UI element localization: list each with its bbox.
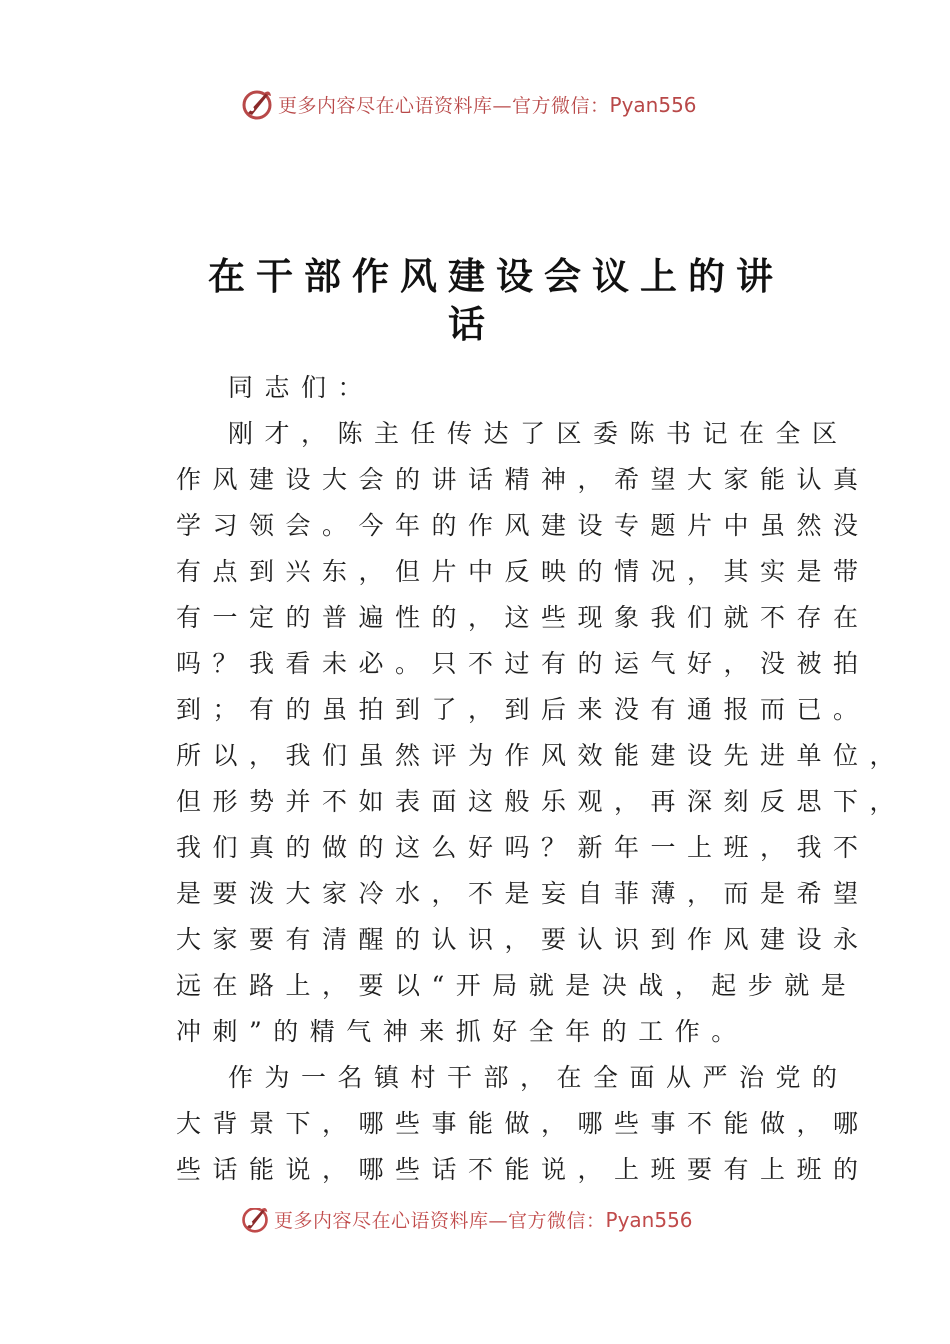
footer-banner (240, 1208, 693, 1234)
header-banner-label: 更多内容尽在心语资料库—官方微信： (278, 94, 610, 117)
body-line: 大背景下，哪些事能做，哪些事不能做，哪 (176, 1109, 870, 1138)
page-title-line-1: 在干部作风建设会议上的讲 (208, 255, 784, 298)
quill-pen-footer-logo-icon (240, 1208, 270, 1234)
footer-wechat-id: Pyan556 (605, 1208, 693, 1232)
body-line: 有一定的普遍性的，这些现象我们就不存在 (176, 603, 870, 632)
body-line: 是要泼大家冷水，不是妄自菲薄，而是希望 (176, 879, 870, 908)
quill-pen-logo-icon (240, 87, 274, 121)
salutation: 同志们： (228, 373, 375, 402)
header-banner-text (278, 91, 697, 118)
body-line: 我们真的做的这么好吗？新年一上班，我不 (176, 833, 870, 862)
body-line: 远在路上，要以“开局就是决战，起步就是 (176, 971, 858, 1000)
body-line: 作风建设大会的讲话精神，希望大家能认真 (176, 465, 870, 494)
body-line: 有点到兴东，但片中反映的情况，其实是带 (176, 557, 870, 586)
footer-banner-label: 更多内容尽在心语资料库—官方微信： (274, 1209, 606, 1232)
body-line: 些话能说，哪些话不能说，上班要有上班的 (176, 1155, 870, 1184)
body-line: 吗？我看未必。只不过有的运气好，没被拍 (176, 649, 870, 678)
page-title-line-2: 话 (448, 303, 496, 346)
body-line: 学习领会。今年的作风建设专题片中虽然没 (176, 511, 870, 540)
body-line: 刚才，陈主任传达了区委陈书记在全区 (228, 419, 849, 448)
body-line: 但形势并不如表面这般乐观，再深刻反思下， (176, 787, 907, 816)
body-line: 到；有的虽拍到了，到后来没有通报而已。 (176, 695, 870, 724)
body-line: 所以，我们虽然评为作风效能建设先进单位， (176, 741, 907, 770)
body-line: 冲刺”的精气神来抓好全年的工作。 (176, 1017, 748, 1046)
body-line: 大家要有清醒的认识，要认识到作风建设永 (176, 925, 870, 954)
body-line: 作为一名镇村干部，在全面从严治党的 (228, 1063, 849, 1092)
footer-banner-text (274, 1208, 693, 1233)
header-wechat-id: Pyan556 (609, 92, 697, 117)
header-banner (240, 84, 697, 124)
